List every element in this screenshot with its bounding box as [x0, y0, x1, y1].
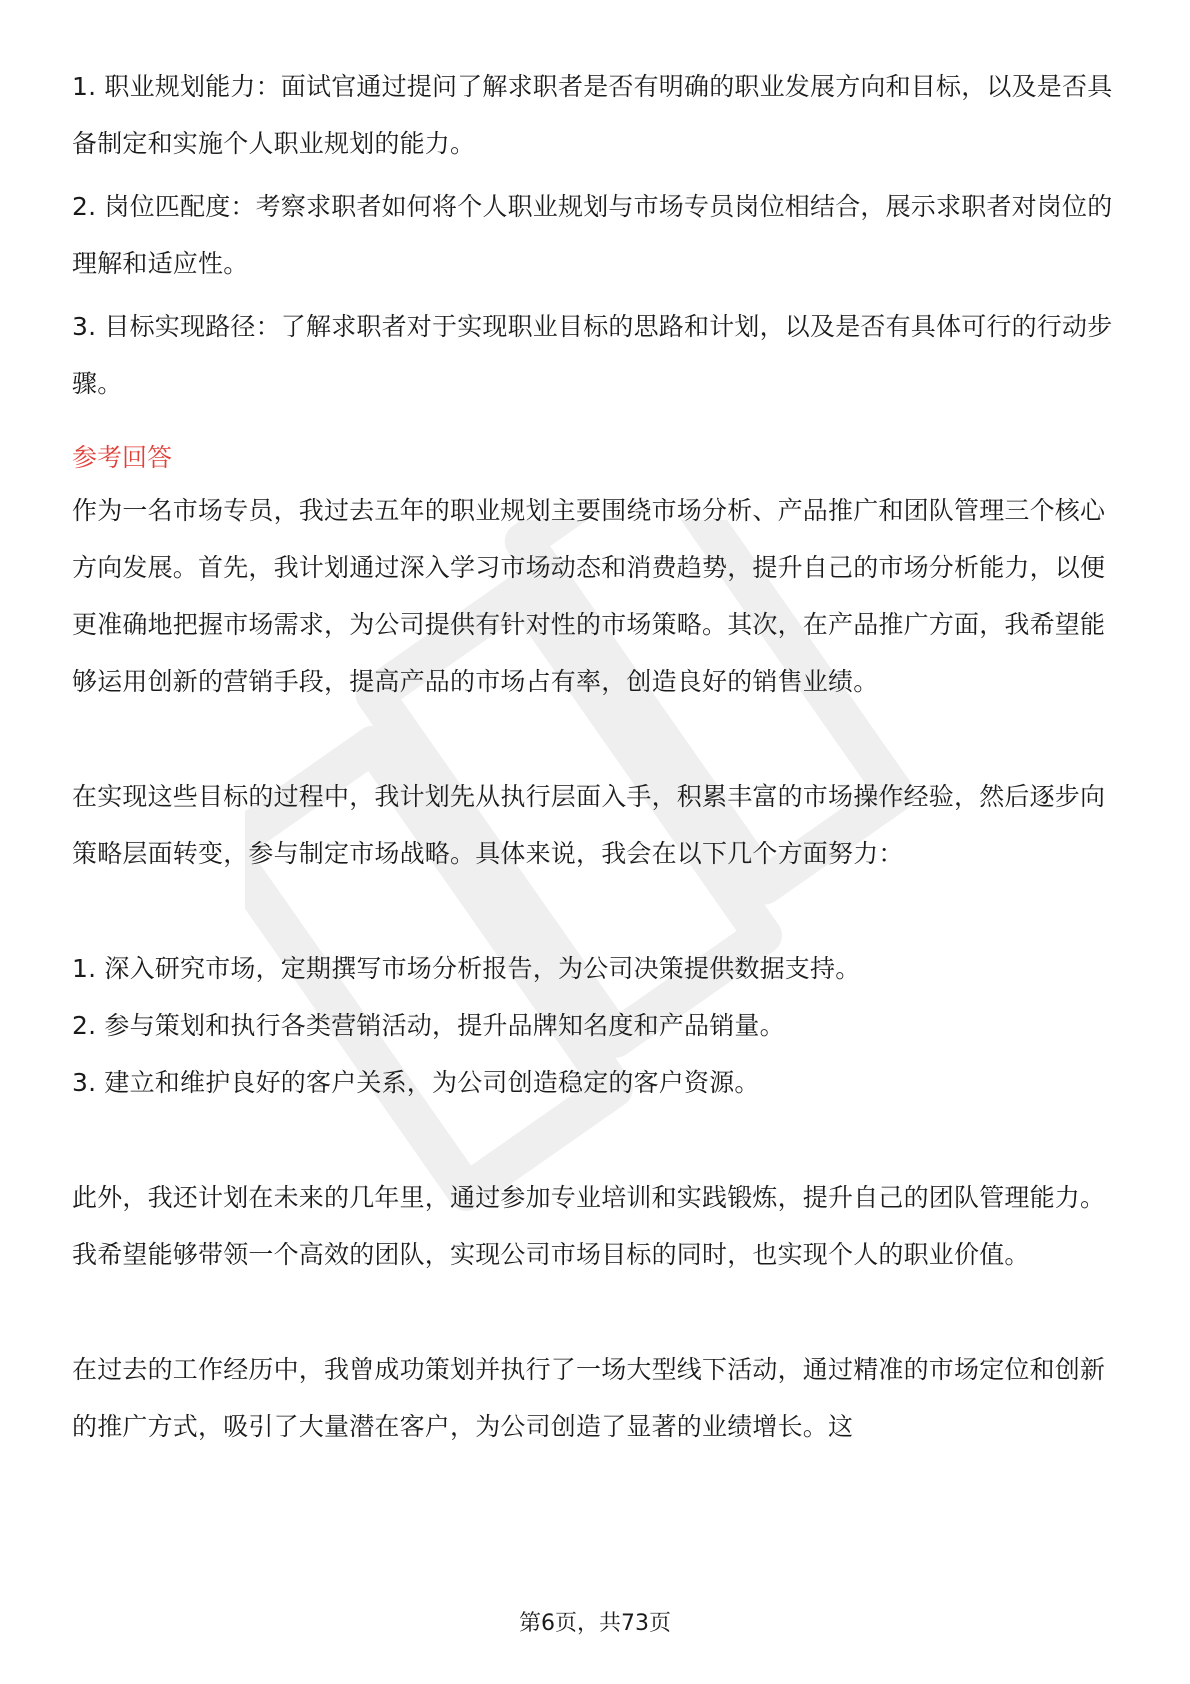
plan-item-2: 2. 参与策划和执行各类营销活动，提升品牌知名度和产品销量。: [72, 1011, 785, 1040]
criteria-item-1: 1. 职业规划能力：面试官通过提问了解求职者是否有明确的职业发展方向和目标，以及是否具备制定和实施个人职业规划的能力。: [72, 72, 1113, 158]
document-body: [72, 58, 1118, 1455]
answer-paragraph-2: 在实现这些目标的过程中，我计划先从执行层面入手，积累丰富的市场操作经验，然后逐步向策略层面转变，参与制定市场战略。具体来说，我会在以下几个方面努力：: [72, 782, 1106, 868]
section-title-reference-answer: 参考回答: [72, 443, 173, 472]
criteria-item-3: 3. 目标实现路径：了解求职者对于实现职业目标的思路和计划，以及是否有具体可行的行动步骤。: [72, 312, 1113, 398]
plan-item-1: 1. 深入研究市场，定期撰写市场分析报告，为公司决策提供数据支持。: [72, 954, 861, 983]
closing-paragraph-2: 在过去的工作经历中，我曾成功策划并执行了一场大型线下活动，通过精准的市场定位和创新的推广方式，吸引了大量潜在客户，为公司创造了显著的业绩增长。这: [72, 1355, 1106, 1441]
closing-paragraph-1: 此外，我还计划在未来的几年里，通过参加专业培训和实践锻炼，提升自己的团队管理能力。我希望能够带领一个高效的团队，实现公司市场目标的同时，也实现个人的职业价值。: [72, 1183, 1106, 1269]
page-footer: 第6页，共73页: [519, 1611, 671, 1636]
answer-paragraph-1: 作为一名市场专员，我过去五年的职业规划主要围绕市场分析、产品推广和团队管理三个核心方向发展。首先，我计划通过深入学习市场动态和消费趋势，提升自己的市场分析能力，以便更准确地把握市场需求，为公司提供有针对性的市场策略。其次，在产品推广方面，我希望能够运用创新的营销手段，提高产品的市场占有率，创造良好的销售业绩。: [72, 496, 1106, 696]
criteria-item-2: 2. 岗位匹配度：考察求职者如何将个人职业规划与市场专员岗位相结合，展示求职者对岗位的理解和适应性。: [72, 192, 1113, 278]
plan-item-3: 3. 建立和维护良好的客户关系，为公司创造稳定的客户资源。: [72, 1068, 760, 1097]
